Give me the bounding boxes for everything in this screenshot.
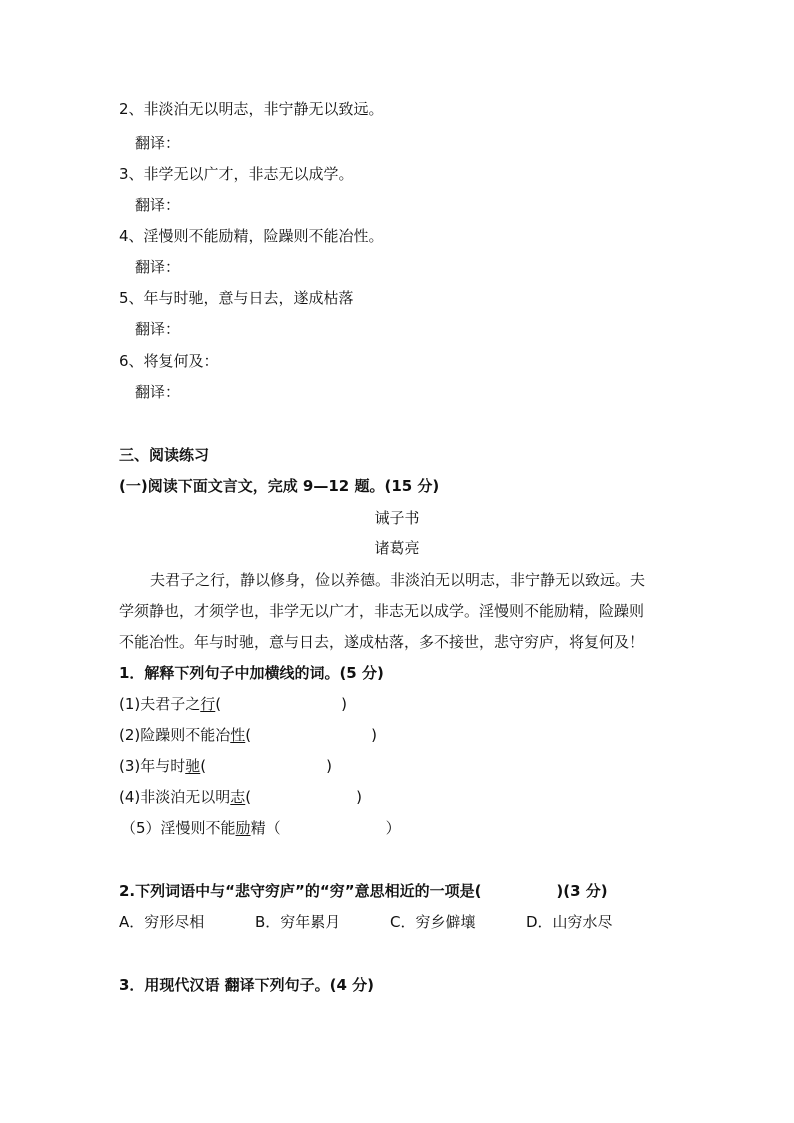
- passage-line-1: 夫君子之行，静以修身，俭以养德。非淡泊无以明志，非宁静无以致远。夫: [150, 571, 646, 589]
- translate-label-4: 翻译：: [135, 258, 181, 276]
- question-3-text: 3、非学无以广才，非志无以成学。: [119, 165, 354, 183]
- underlined-word: 励: [235, 819, 251, 837]
- passage-line-3: 不能冶性。年与时驰，意与日去，遂成枯落，多不接世，悲守穷庐，将复何及！: [119, 633, 645, 651]
- question-5-text: 5、年与时驰，意与日去，遂成枯落: [119, 289, 354, 307]
- answer-blank: ( ): [245, 726, 377, 744]
- passage-title: 诫子书: [374, 509, 420, 527]
- option-d: D．山穷水尽: [526, 913, 613, 931]
- option-c: C．穷乡僻壤: [390, 913, 476, 931]
- question-2-prompt: 2.下列词语中与“悲守穷庐”的“穷”意思相近的一项是( )(3 分): [119, 882, 608, 900]
- underlined-word: 志: [230, 788, 246, 806]
- reading-intro: (一)阅读下面文言文，完成 9—12 题。(15 分): [119, 477, 440, 495]
- question-3-prompt: 3．用现代汉语 翻译下列句子。(4 分): [119, 976, 375, 994]
- translate-label-2: 翻译：: [135, 134, 181, 152]
- q1-item-4: [119, 787, 362, 807]
- q1-item-2: [119, 725, 377, 745]
- q1-item-5: [121, 818, 401, 838]
- q1-item-pre: (2)险躁则不能冶: [119, 726, 231, 744]
- q1-item-3: [119, 756, 332, 776]
- section-3-heading: 三、阅读练习: [119, 446, 210, 464]
- underlined-word: 驰: [185, 757, 201, 775]
- answer-blank: 精（ ）: [250, 819, 401, 837]
- underlined-word: 行: [200, 695, 216, 713]
- passage-line-2: 学须静也，才须学也，非学无以广才，非志无以成学。淫慢则不能励精，险躁则: [119, 602, 645, 620]
- answer-blank: ( ): [245, 788, 362, 806]
- underlined-word: 性: [230, 726, 246, 744]
- option-b: B．穷年累月: [255, 913, 341, 931]
- q1-item-pre: (4)非淡泊无以明: [119, 788, 231, 806]
- answer-blank: ( ): [200, 757, 332, 775]
- question-2-text: 2、非淡泊无以明志，非宁静无以致远。: [119, 100, 384, 118]
- answer-blank: ( ): [215, 695, 347, 713]
- question-4-text: 4、淫慢则不能励精，险躁则不能冶性。: [119, 227, 384, 245]
- q1-item-pre: (3)年与时: [119, 757, 186, 775]
- q1-item-pre: （5）淫慢则不能: [121, 819, 236, 837]
- q1-item-1: [119, 694, 347, 714]
- translate-label-3: 翻译：: [135, 196, 181, 214]
- translate-label-6: 翻译：: [135, 383, 181, 401]
- question-1-prompt: 1．解释下列句子中加横线的词。(5 分): [119, 664, 384, 682]
- option-a: A．穷形尽相: [119, 913, 205, 931]
- translate-label-5: 翻译：: [135, 320, 181, 338]
- question-6-text: 6、将复何及：: [119, 352, 219, 370]
- passage-author: 诸葛亮: [374, 539, 420, 557]
- q1-item-pre: (1)夫君子之: [119, 695, 201, 713]
